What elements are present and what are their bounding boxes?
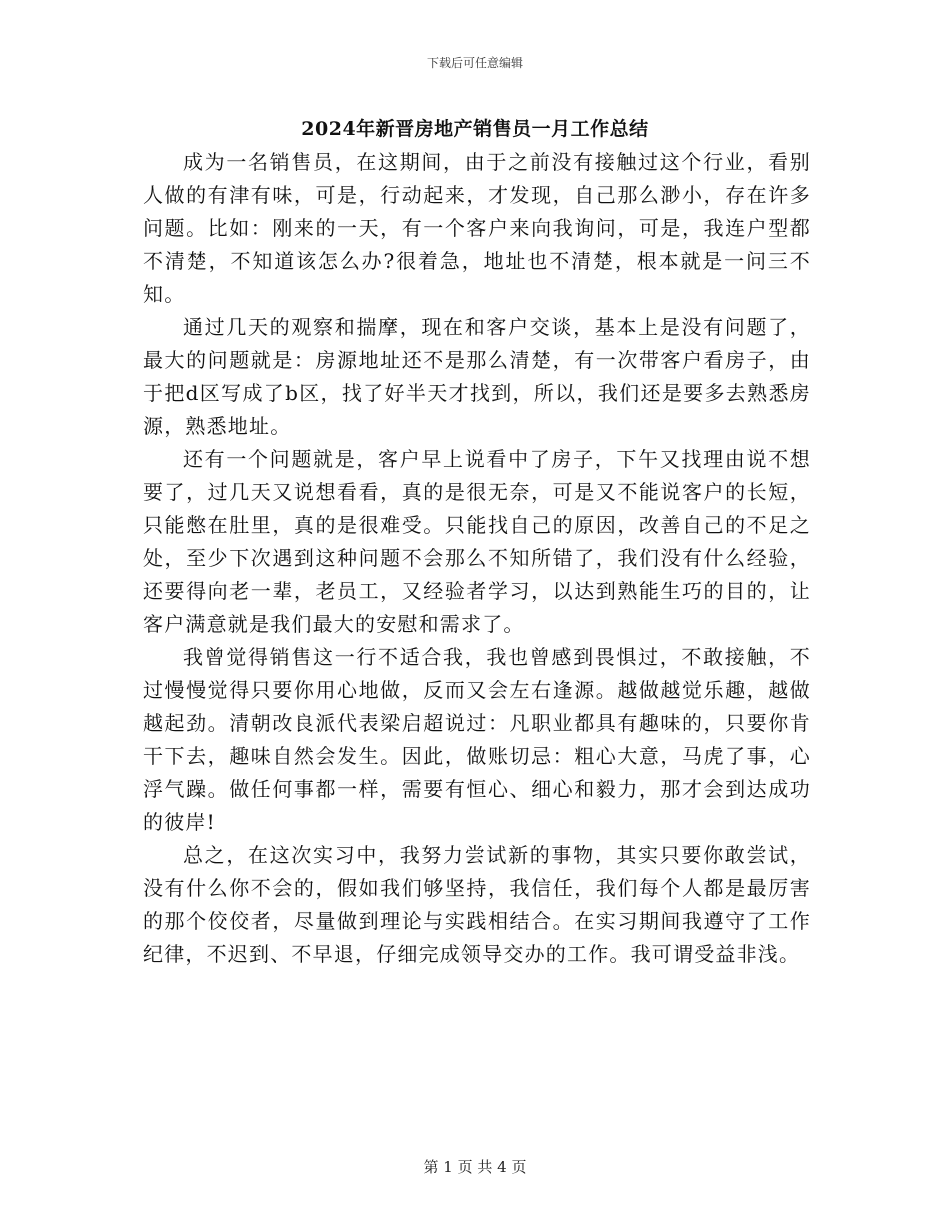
- paragraph-1: 成为一名销售员，在这期间，由于之前没有接触过这个行业，看别人做的有津有味，可是，行动起来，才发现，自己那么渺小，存在许多问题。比如：刚来的一天，有一个客户来向我询问，可是，我连户型都不清楚，不知道该怎么办?很着急，地址也不清楚，根本就是一问三不知。: [143, 150, 811, 306]
- paragraph-5: 总之，在这次实习中，我努力尝试新的事物，其实只要你敢尝试，没有什么你不会的，假如我们够坚持，我信任，我们每个人都是最厉害的那个佼佼者，尽量做到理论与实践相结合。在实习期间我遵守了工作纪律，不迟到、不早退，仔细完成领导交办的工作。我可谓受益非浅。: [143, 843, 811, 966]
- page-header-note: 下载后可任意编辑: [426, 56, 523, 70]
- paragraph-2: 通过几天的观察和揣摩，现在和客户交谈，基本上是没有问题了，最大的问题就是：房源地址还不是那么清楚，有一次带客户看房子，由于把d区写成了b区，找了好半天才找到，所以，我们还是要多去熟悉房源，熟悉地址。: [143, 315, 811, 438]
- paragraph-4: 我曾觉得销售这一行不适合我，我也曾感到畏惧过，不敢接触，不过慢慢觉得只要你用心地做，反而又会左右逢源。越做越觉乐趣，越做越起劲。清朝改良派代表梁启超说过：凡职业都具有趣味的，只要你肯干下去，趣味自然会发生。因此，做账切忌：粗心大意，马虎了事，心浮气躁。做任何事都一样，需要有恒心、细心和毅力，那才会到达成功的彼岸!: [143, 645, 811, 834]
- paragraph-3: 还有一个问题就是，客户早上说看中了房子，下午又找理由说不想要了，过几天又说想看看，真的是很无奈，可是又不能说客户的长短，只能憋在肚里，真的是很难受。只能找自己的原因，改善自己的不足之处，至少下次遇到这种问题不会那么不知所错了，我们没有什么经验，还要得向老一辈，老员工，又经验者学习，以达到熟能生巧的目的，让客户满意就是我们最大的安慰和需求了。: [143, 447, 811, 636]
- document-title: 2024年新晋房地产销售员一月工作总结: [301, 118, 649, 140]
- document-body: [143, 146, 811, 971]
- page-number-footer: 第 1 页 共 4 页: [423, 1158, 527, 1176]
